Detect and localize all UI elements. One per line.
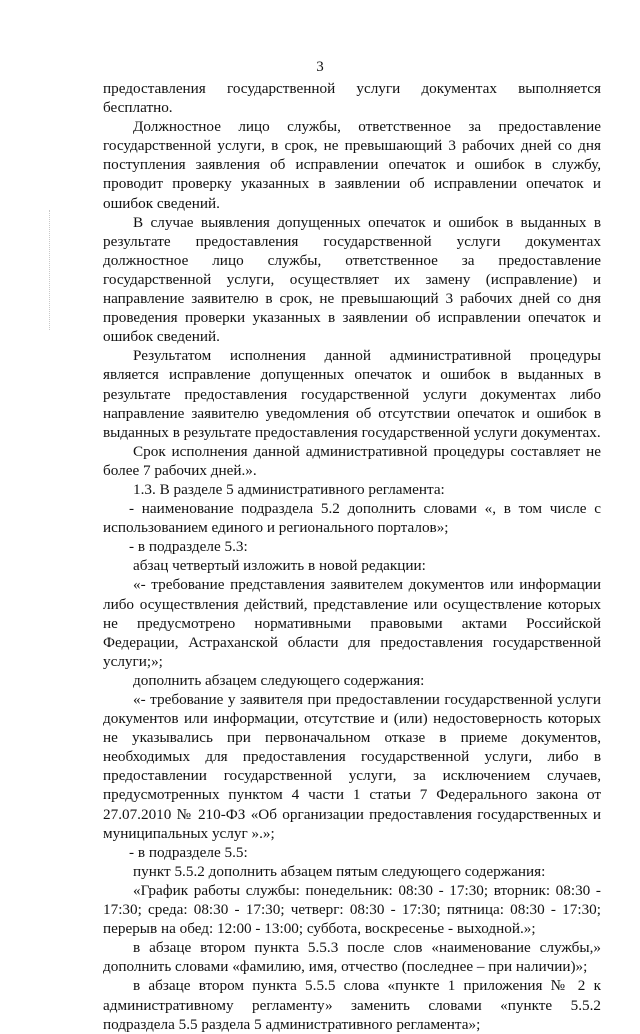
paragraph-continuation: предоставления государственной услуги документах выполняется бесплатно. bbox=[103, 80, 601, 117]
paragraph-subsection-5-2: - наименование подраздела 5.2 дополнить словами «, в том числе с использованием единого и регионального порталов»; bbox=[103, 500, 601, 537]
paragraph-point-5-5-2: пункт 5.5.2 дополнить абзацем пятым следующего содержания: bbox=[133, 862, 546, 880]
paragraph-quoted-requirement-2: «- требование у заявителя при предоставлении государственной услуги документов или информации, отсутствие и (или) недостоверность которых не указывались при первоначальном отказе в приеме документов, необходимых для предоставления государственной услуги, либо в предоставлении государственной услуги, за исключением случаев, предусмотренных пунктом 4 части 1 статьи 7 Федерального закона от 27.07.2010 № 210-ФЗ «Об организации предоставления государственных и муниципальных услуг ».»; bbox=[103, 691, 601, 842]
paragraph-add-abzac: дополнить абзацем следующего содержания: bbox=[133, 671, 425, 689]
paragraph-work-schedule: «График работы службы: понедельник: 08:30 - 17:30; вторник: 08:30 - 17:30; среда: 08:30 - 17:30; четверг: 08:30 - 17:30; пятница: 08:30 - 17:30; перерыв на обед: 12:00 - 13:00; суббота, воскресенье - выходной.»; bbox=[103, 881, 601, 938]
document-body bbox=[103, 79, 601, 1034]
paragraph-procedure-result: Результатом исполнения данной административной процедуры является исправление допущенных опечаток и ошибок в выданных в результате предоставления государственной услуги документах либо направление заявителю уведомления об отсутствии опечаток и ошибок в выданных в результате предоставления государственной услуги документах. bbox=[103, 347, 601, 441]
paragraph-quoted-requirement-1: «- требование представления заявителем документов или информации либо осуществления действий, представление или осуществление которых не предусмотрено нормативными правовыми актами Российской Федерации, Астраханской области для предоставления государственной услуги;»; bbox=[103, 576, 601, 670]
paragraph-point-5-5-5: в абзаце втором пункта 5.5.5 слова «пункте 1 приложения № 2 к административному регламенту» заменить словами «пункте 5.5.2 подраздела 5.5 раздела 5 административного регламента»; bbox=[103, 977, 601, 1033]
paragraph-subsection-5-3: - в подразделе 5.3: bbox=[129, 538, 248, 556]
paragraph-subsection-5-5: - в подразделе 5.5: bbox=[129, 843, 248, 861]
paragraph-point-5-5-3: в абзаце втором пункта 5.5.3 после слов «наименование службы,» дополнить словами «фамилию, имя, отчество (последнее – при наличии)»; bbox=[103, 939, 601, 976]
margin-scan-mark bbox=[49, 210, 51, 330]
paragraph-section-1-3: 1.3. В разделе 5 административного регламента: bbox=[133, 480, 445, 498]
paragraph-error-correction: В случае выявления допущенных опечаток и ошибок в выданных в результате предоставления государственной услуги документах должностное лицо службы, ответственное за предоставление государственной услуги, осуществляет их замену (исправление) и направление заявителю в срок, не превышающий 3 рабочих дней со дня проведения проверки указанных в заявлении об исправлении опечаток и ошибок сведений. bbox=[103, 213, 601, 346]
paragraph-official-check: Должностное лицо службы, ответственное за предоставление государственной услуги, в срок, не превышающий 3 рабочих дней со дня поступления заявления об исправлении опечаток и ошибок в службу, проводит проверку указанных в заявлении об исправлении опечаток и ошибок сведений. bbox=[103, 118, 601, 212]
page-number: 3 bbox=[316, 59, 324, 75]
paragraph-procedure-term: Срок исполнения данной административной процедуры составляет не более 7 рабочих дней.». bbox=[103, 442, 601, 479]
paragraph-fourth-abzac: абзац четвертый изложить в новой редакции: bbox=[133, 557, 426, 575]
